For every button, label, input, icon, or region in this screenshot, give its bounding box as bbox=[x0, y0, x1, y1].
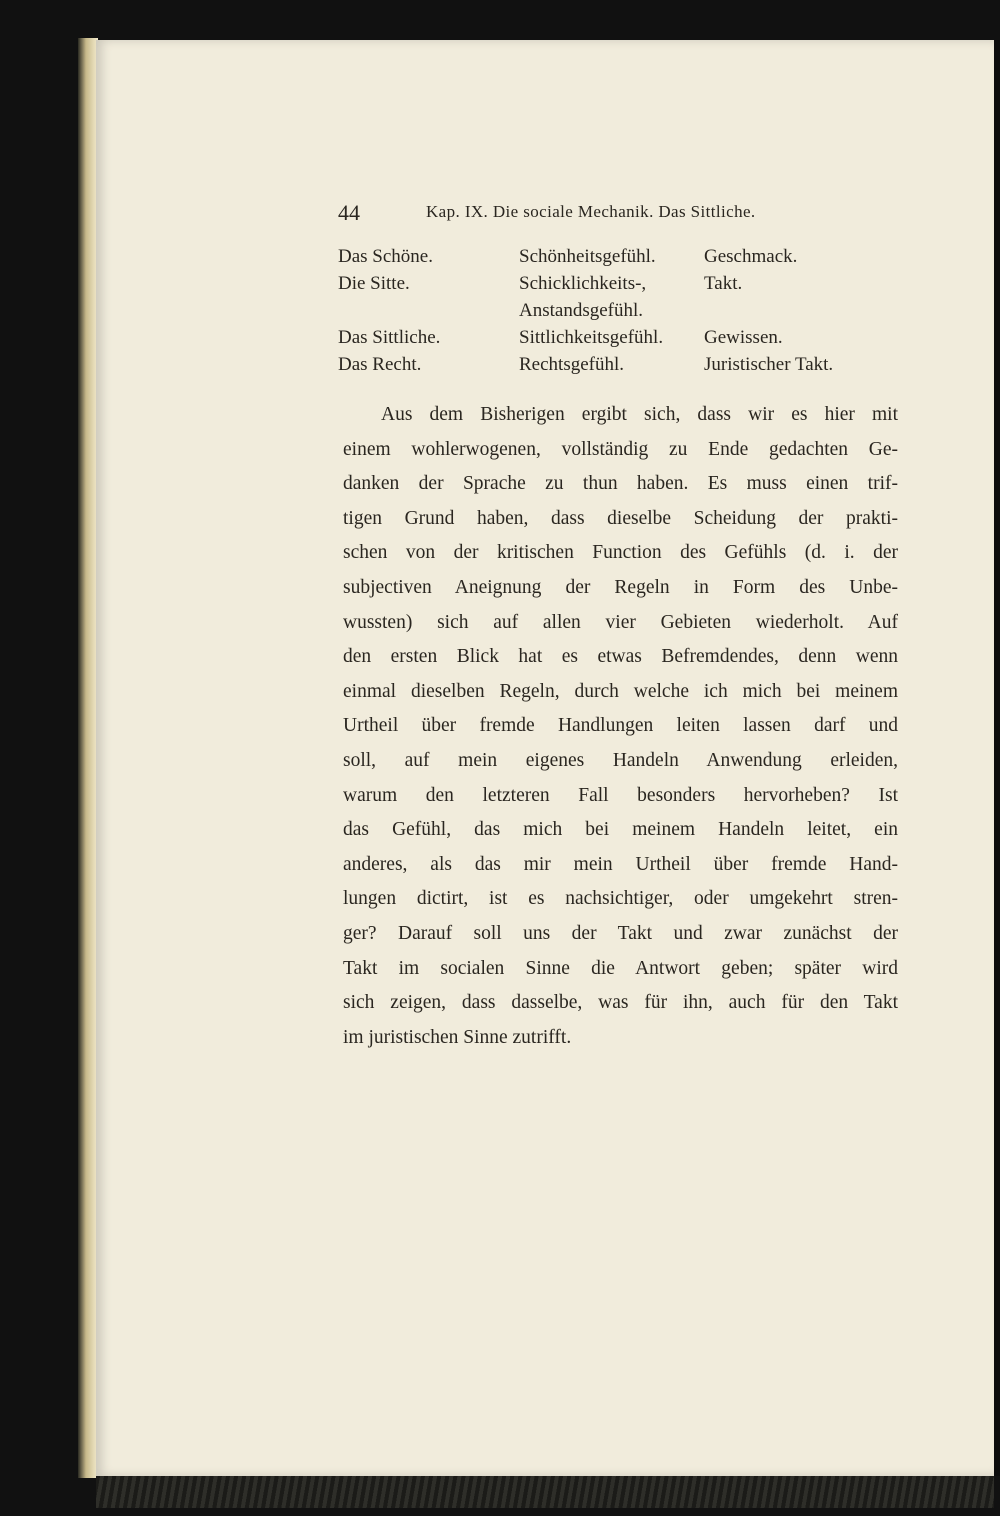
table-cell: Sittlichkeitsgefühl. bbox=[519, 327, 664, 348]
text-line: danken der Sprache zu thun haben. Es muss einen trif- bbox=[343, 473, 898, 495]
table-cell: Juristischer Takt. bbox=[704, 354, 834, 375]
text-line: tigen Grund haben, dass dieselbe Scheidung der prakti- bbox=[343, 507, 898, 529]
table-cell: Die Sitte. bbox=[338, 273, 410, 294]
text-line: das Gefühl, das mich bei meinem Handeln leitet, ein bbox=[343, 819, 898, 841]
table-row bbox=[338, 246, 878, 273]
table-row bbox=[338, 354, 878, 381]
page-number: 44 bbox=[338, 200, 360, 225]
scan-right-strip bbox=[994, 40, 1000, 1476]
table-row bbox=[338, 327, 878, 354]
text-line: wussten) sich auf allen vier Gebieten wiederholt. Auf bbox=[343, 611, 898, 633]
table-cell: Schicklichkeits-, bbox=[519, 273, 647, 294]
book-binding-edge bbox=[78, 38, 98, 1478]
text-line: ger? Darauf soll uns der Takt und zwar zunächst der bbox=[343, 922, 898, 944]
text-line: Urtheil über fremde Handlungen leiten lassen darf und bbox=[343, 715, 898, 737]
table-cell: Anstandsgefühl. bbox=[519, 300, 644, 321]
page-header bbox=[338, 200, 808, 230]
table-cell: Geschmack. bbox=[704, 246, 798, 267]
table-cell: Das Sittliche. bbox=[338, 327, 441, 348]
running-title: Kap. IX. Die sociale Mechanik. Das Sittliche. bbox=[426, 202, 756, 221]
table-cell: Das Schöne. bbox=[338, 246, 433, 267]
text-line: sich zeigen, dass dasselbe, was für ihn, auch für den Takt bbox=[343, 992, 898, 1014]
text-line: Aus dem Bisherigen ergibt sich, dass wir es hier mit bbox=[381, 404, 898, 425]
table-row bbox=[338, 300, 878, 327]
table-row bbox=[338, 273, 878, 300]
text-line: Takt im socialen Sinne die Antwort geben; später wird bbox=[343, 957, 898, 979]
text-line: soll, auf mein eigenes Handeln Anwendung erleiden, bbox=[343, 749, 898, 771]
text-line: warum den letzteren Fall besonders hervorheben? Ist bbox=[343, 784, 898, 806]
table-cell: Das Recht. bbox=[338, 354, 422, 375]
scan-bottom-strip bbox=[96, 1476, 994, 1508]
text-line: subjectiven Aneignung der Regeln in Form des Unbe- bbox=[343, 576, 898, 598]
text-line: im juristischen Sinne zutrifft. bbox=[343, 1026, 572, 1048]
body-paragraph bbox=[343, 398, 898, 1055]
text-line: schen von der kritischen Function des Gefühls (d. i. der bbox=[343, 542, 898, 564]
table-cell: Schönheitsgefühl. bbox=[519, 246, 656, 267]
text-line: anderes, als das mir mein Urtheil über fremde Hand- bbox=[343, 853, 898, 875]
table-cell: Gewissen. bbox=[704, 327, 783, 348]
text-line: lungen dictirt, ist es nachsichtiger, oder umgekehrt stren- bbox=[343, 888, 898, 910]
concept-table bbox=[338, 246, 878, 381]
text-line: einmal dieselben Regeln, durch welche ich mich bei meinem bbox=[343, 680, 898, 702]
table-cell: Takt. bbox=[704, 273, 743, 294]
text-line: einem wohlerwogenen, vollständig zu Ende gedachten Ge- bbox=[343, 438, 898, 460]
text-line: den ersten Blick hat es etwas Befremdendes, denn wenn bbox=[343, 646, 898, 668]
table-cell: Rechtsgefühl. bbox=[519, 354, 625, 375]
